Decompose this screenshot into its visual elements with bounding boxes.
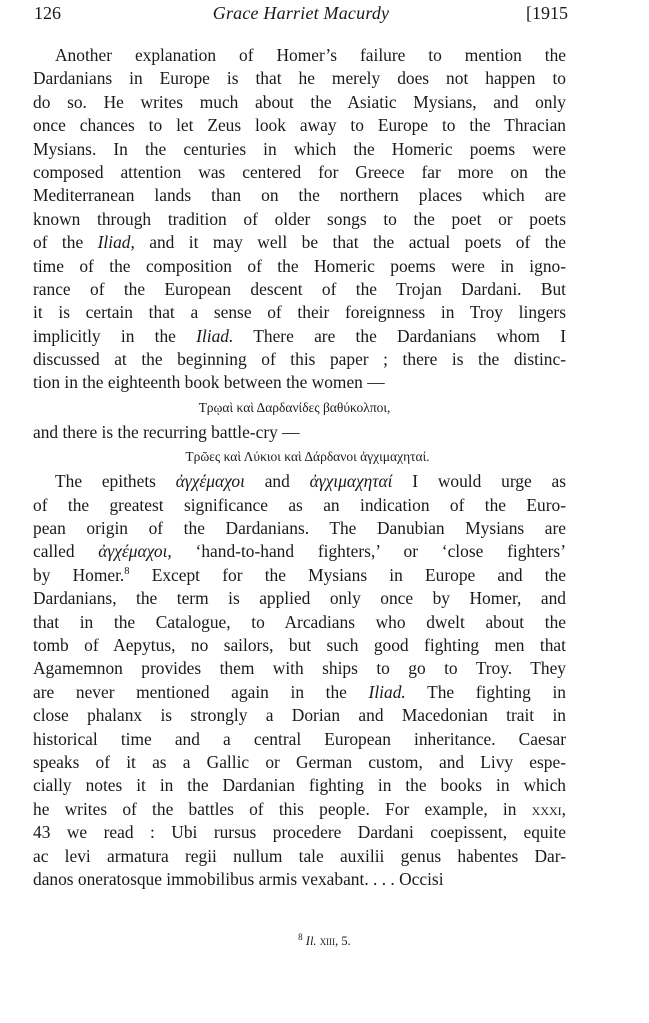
greek-quote-2: Τρῶες καὶ Λύκιοι καὶ Δάρδανοι ἀγχιμαχηταί. [185, 449, 430, 465]
paragraph-1 [33, 44, 566, 395]
footnote-work: Il. [305, 934, 317, 949]
text-line: tion in the eighteenth book between the women — [33, 372, 385, 393]
text-line: time of the composition of the Homeric poems were in igno- [33, 255, 566, 276]
text-segment: The fighting in [405, 681, 566, 702]
text-segment: of the [33, 232, 98, 253]
text-line: known through tradition of older songs to the poet or poets [33, 208, 566, 229]
text-line: composed attention was centered for Greece far more on the [33, 161, 566, 182]
running-header [34, 3, 568, 27]
text-segment: Except for the Mysians in Europe and the [129, 564, 566, 585]
greek-quote-1: Τρῳαὶ καὶ Δαρδανίδες βαθύκολποι, [198, 399, 391, 415]
text-segment: Iliad. [196, 325, 234, 346]
text-line: of the greatest significance as an indication of the Euro- [33, 494, 566, 515]
text-line [33, 540, 566, 563]
text-line: it is certain that a sense of their foreignness in Troy lingers [33, 302, 566, 323]
text-line [33, 681, 566, 704]
text-segment: and it may well be that the actual poets of the [134, 232, 566, 253]
text-segment: called [33, 541, 99, 562]
footnote-marker: 8 [298, 932, 303, 942]
text-line: Dardanians in Europe is that he merely does not happen to [33, 68, 566, 89]
text-line [33, 325, 566, 348]
text-line: historical time and a central European inheritance. Caesar [33, 728, 566, 749]
running-title: Grace Harriet Macurdy [212, 3, 390, 23]
text-line: Agamemnon provides them with ships to go to Troy. They [33, 658, 566, 679]
text-line: that in the Catalogue, to Arcadians who dwelt about the [33, 611, 566, 632]
text-segment: and [244, 471, 310, 492]
text-line: do so. He writes much about the Asiatic Mysians, and only [33, 91, 566, 112]
text-line: discussed at the beginning of this paper ; there is the distinc- [33, 349, 566, 370]
text-segment: by Homer. [33, 564, 125, 585]
text-line: Mysians. In the centuries in which the Homeric poems were [33, 138, 566, 159]
text-line: tomb of Aepytus, no sailors, but such good fighting men that [33, 634, 566, 655]
text-line [33, 564, 566, 587]
text-line: rance of the European descent of the Trojan Dardani. But [33, 278, 566, 299]
connector-line: and there is the recurring battle-cry — [33, 421, 300, 442]
text-line: cially notes it in the Dardanian fighting in the books in which [33, 775, 566, 796]
text-line: close phalanx is strongly a Dorian and Macedonian trait in [33, 705, 566, 726]
text-line [33, 470, 566, 493]
paragraph-2 [33, 470, 566, 891]
text-line: ac levi armatura regii nullum tale auxilii genus habentes Dar- [33, 845, 566, 866]
text-segment: ἀγχέμαχοι, [98, 541, 172, 562]
text-segment: Iliad. [368, 681, 406, 702]
text-segment: implicitly in the [33, 325, 197, 346]
page-body [33, 44, 566, 891]
text-segment: are never mentioned again in the [33, 681, 369, 702]
text-segment: ἀγχέμαχοι [175, 471, 245, 492]
text-segment: I would urge as [392, 471, 567, 492]
text-line: 43 we read : Ubi rursus procedere Dardani coepissent, equite [33, 822, 566, 843]
text-segment: 8 [124, 566, 130, 578]
text-line: once chances to let Zeus look away to Europe to the Thracian [33, 115, 566, 136]
text-line: pean origin of the Dardanians. The Danubian Mysians are [33, 518, 566, 539]
page-number: 126 [34, 3, 61, 23]
text-segment: ἀγχιμαχηταί [309, 471, 393, 492]
text-line: speaks of it as a Gallic or German custom, and Livy espe- [33, 751, 566, 772]
text-segment: xxxi, [531, 798, 566, 819]
text-line [33, 231, 566, 254]
text-segment: Iliad, [97, 232, 135, 253]
text-segment: ‘hand-to-hand fighters,’ or ‘close fighters’ [171, 541, 566, 562]
text-line: danos oneratosque immobilibus armis vexabant. . . . Occisi [33, 868, 444, 889]
footnote-ref: xiii, 5. [319, 934, 351, 949]
text-line [33, 798, 566, 821]
footnote [0, 932, 649, 949]
text-segment: The epithets [55, 471, 176, 492]
text-segment: There are the Dardanians whom I [233, 325, 566, 346]
text-line: Mediterranean lands than on the northern places which are [33, 185, 566, 206]
text-segment: he writes of the battles of this people. For example, in [33, 798, 532, 819]
header-year: [1915 [526, 3, 568, 23]
text-line: Another explanation of Homer’s failure to mention the [55, 45, 566, 65]
text-line: Dardanians, the term is applied only once by Homer, and [33, 588, 566, 609]
